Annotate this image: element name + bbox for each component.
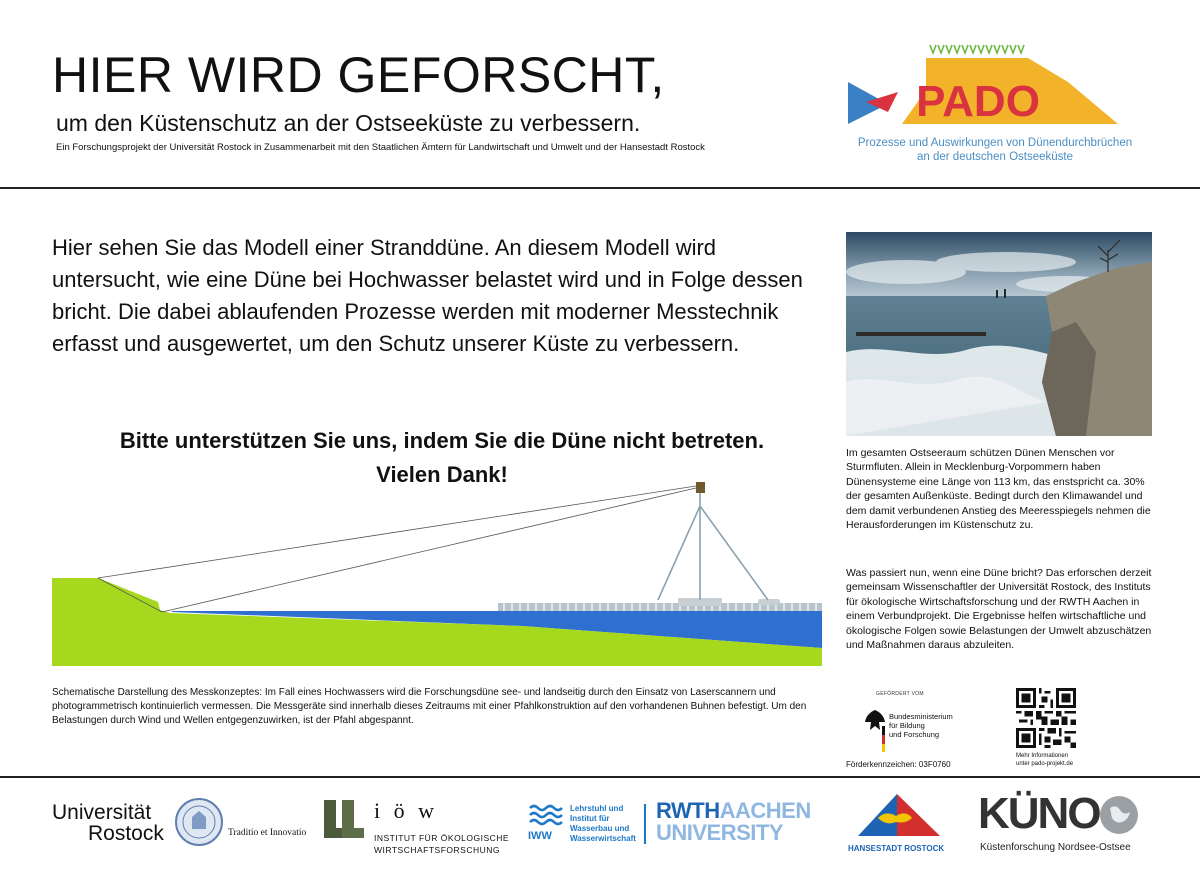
qr-caption [1016, 752, 1073, 768]
funder-label: GEFÖRDERT VOM [876, 691, 924, 697]
project-line: Ein Forschungsprojekt der Universität Rostock in Zusammenarbeit mit den Staatlichen Ämtern für Landwirtschaft und Umwelt und der Hansestadt Rostock [56, 142, 705, 153]
ioew-line2: WIRTSCHAFTSFORSCHUNG [374, 845, 501, 855]
globe-icon [1098, 794, 1140, 836]
kuno-logo: KÜNO [978, 789, 1100, 838]
uni-seal-icon [174, 797, 224, 847]
ministry-line2: für Bildung [889, 721, 925, 730]
rwth-word: RWTH [656, 798, 720, 823]
ministry-name [889, 712, 953, 739]
qr-code-icon[interactable] [1016, 688, 1076, 748]
logo-separator [644, 804, 646, 844]
boots-icon [318, 798, 370, 840]
uni-name-line1: Universität [52, 801, 152, 824]
iww-line2: Institut für [570, 814, 610, 823]
ioew-mark: i ö w [374, 798, 438, 823]
ministry-line1: Bundesministerium [889, 712, 953, 721]
diagram-caption: Schematische Darstellung des Messkonzeptes: Im Fall eines Hochwassers wird die Forschungsdüne see- und landseitig durch den Einsatz von Laserscannern und photogrammetrisch kontinuierlich vermessen. Die Messgeräte sind innerhalb dieses Zeitraums mit einer Pfahlkonstruktion auf den vorhandenen Buhnen befestigt. Um den Belastungen durch Wind und Wellen entgegenzuwirken, ist der Pfahl abgespannt. [52, 687, 807, 726]
hansestadt-rostock-logo-icon [848, 792, 946, 840]
groyne-line [856, 332, 986, 336]
uni-name-line2: Rostock [88, 822, 164, 845]
federal-eagle-icon [862, 708, 888, 752]
pado-tagline-line2: an der deutschen Ostseeküste [917, 151, 1073, 163]
appeal-line2: Vielen Dank! [376, 462, 508, 487]
iww-name [570, 804, 636, 844]
uni-rostock-logo [52, 802, 164, 844]
pado-tagline-line1: Prozesse und Auswirkungen von Dünendurchbrüchen [857, 137, 1133, 149]
mast [658, 490, 768, 600]
grass-icon [930, 45, 1024, 53]
qr-caption-line1: Mehr Informationen [1016, 753, 1069, 759]
laser-lines [98, 486, 696, 612]
university-word: UNIVERSITY [656, 820, 784, 845]
ioew-name [374, 832, 509, 856]
header-divider [0, 187, 1200, 189]
iww-abbr: IWW [528, 830, 552, 842]
rwth-logo [656, 800, 811, 844]
dune-top [52, 578, 158, 612]
ministry-line3: und Forschung [889, 730, 940, 739]
sidebar-text-2: Was passiert nun, wenn eine Düne bricht? Das erforschen derzeit gemeinsam Wissenschaftler der Universität Rostock, des Instituts für ökologische Wirtschaftsforschung und der RWTH Aachen in einem Verbundprojekt. Die Ergebnisse helfen wirtschaftliche und ökologische Folgen sowie Belastungen der Umwelt abzuschätzen und Maßnahmen daraus abzuleiten. [846, 567, 1152, 652]
pado-logo [840, 42, 1140, 132]
aachen-word: AACHEN [719, 798, 811, 823]
iww-line3: Wasserbau und [570, 824, 630, 833]
kuno-subtitle: Küstenforschung Nordsee-Ostsee [980, 842, 1131, 853]
iww-line4: Wasserwirtschaft [570, 834, 636, 843]
qr-caption-line2: unter pado-projekt.de [1016, 761, 1074, 767]
appeal-line1: Bitte unterstützen Sie uns, indem Sie die Düne nicht betreten. [119, 428, 765, 453]
page-subtitle: um den Küstenschutz an der Ostseeküste zu verbessern. [56, 110, 641, 136]
uni-motto: Traditio et Innovatio [228, 828, 307, 838]
sidebar-text-1: Im gesamten Ostseeraum schützen Dünen Menschen vor Sturmfluten. Allein in Mecklenburg-Vorpommern haben Dünensysteme eine Länge von 113 km, das enstspricht ca. 30% der gesamten Außenküste. Bedingt durch den Klimawandel und dem damit verbundenen Anstieg des Meeresspiegels nehmen die Herausforderungen im Küstenschutz zu. [846, 447, 1151, 532]
pado-name: PADO [916, 77, 1040, 126]
iww-wave-icon [528, 802, 564, 832]
footer-divider [0, 776, 1200, 778]
funding-code: Förderkennzeichen: 03F0760 [846, 760, 951, 769]
coast-photo [846, 232, 1152, 436]
iww-line1: Lehrstuhl und [570, 804, 624, 813]
anchor-block [758, 599, 780, 605]
intro-text: Hier sehen Sie das Modell einer Stranddüne. An diesem Modell wird untersucht, wie eine Düne bei Hochwasser belastet wird und in Folge dessen bricht. Die dabei ablaufenden Prozesse werden mit moderner Messtechnik erfasst und ausgewertet, um den Schutz unserer Küste zu verbessern. [52, 235, 803, 356]
ioew-line1: INSTITUT FÜR ÖKOLOGISCHE [374, 833, 510, 843]
measurement-diagram [52, 476, 822, 670]
scanner-icon [696, 482, 705, 493]
foam [846, 346, 1076, 436]
hansestadt-rostock-label: HANSESTADT ROSTOCK [848, 844, 945, 853]
pado-tagline [840, 136, 1150, 164]
page-title: HIER WIRD GEFORSCHT, [52, 47, 665, 103]
